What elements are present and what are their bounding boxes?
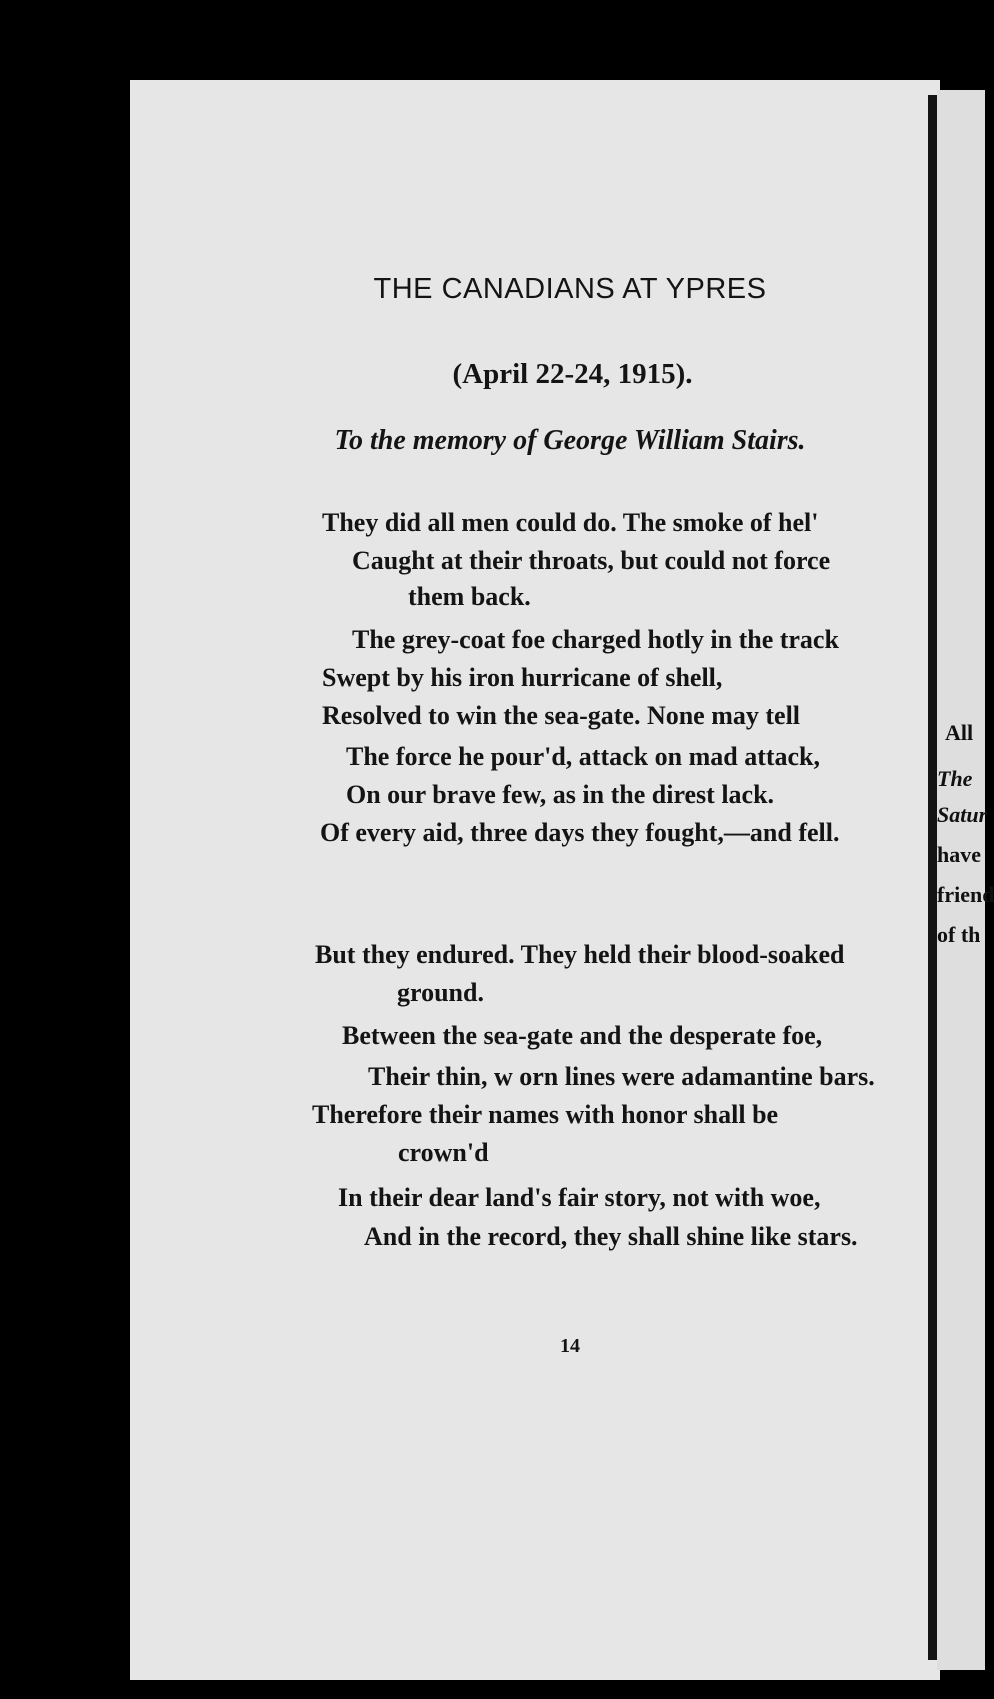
poem-dedication: To the memory of George William Stairs.	[334, 425, 806, 456]
adjacent-page-fragment: Satur	[937, 802, 988, 827]
poem-line: ground.	[397, 978, 484, 1007]
poem-line: On our brave few, as in the direst lack.	[346, 780, 775, 809]
poem-line: Their thin, w orn lines were adamantine bars.	[368, 1062, 875, 1091]
adjacent-page-fragment: friend	[937, 882, 994, 907]
poem-title: THE CANADIANS AT YPRES	[373, 273, 767, 305]
poem-line: Swept by his iron hurricane of shell,	[322, 663, 723, 692]
poem-line: Of every aid, three days they fought,—and fell.	[320, 818, 840, 847]
page-gutter	[928, 95, 937, 1660]
poem-line: But they endured. They held their blood-soaked	[315, 940, 845, 969]
adjacent-page	[937, 90, 994, 1670]
adjacent-page-fragment: have	[937, 842, 981, 867]
poem-line: In their dear land's fair story, not with woe,	[338, 1183, 821, 1212]
poem-line: They did all men could do. The smoke of hel'	[322, 508, 819, 537]
poem-line: The grey-coat foe charged hotly in the track	[352, 625, 839, 654]
poem-line: Therefore their names with honor shall be	[312, 1100, 779, 1129]
poem-line: them back.	[408, 582, 531, 611]
poem-line: Resolved to win the sea-gate. None may tell	[322, 701, 801, 730]
book-page	[130, 80, 940, 1680]
poem-date: (April 22-24, 1915).	[452, 358, 693, 390]
adjacent-page-fragment: of th	[937, 922, 981, 947]
poem-line: Between the sea-gate and the desperate foe,	[342, 1021, 823, 1050]
poem-line: And in the record, they shall shine like stars.	[364, 1222, 858, 1251]
page-number: 14	[560, 1335, 580, 1357]
poem-line: The force he pour'd, attack on mad attack,	[346, 742, 821, 771]
poem-line: Caught at their throats, but could not force	[352, 546, 831, 575]
adjacent-page-fragment: The	[937, 766, 973, 791]
poem-line: crown'd	[398, 1138, 489, 1167]
adjacent-page-fragment: All	[945, 720, 974, 745]
